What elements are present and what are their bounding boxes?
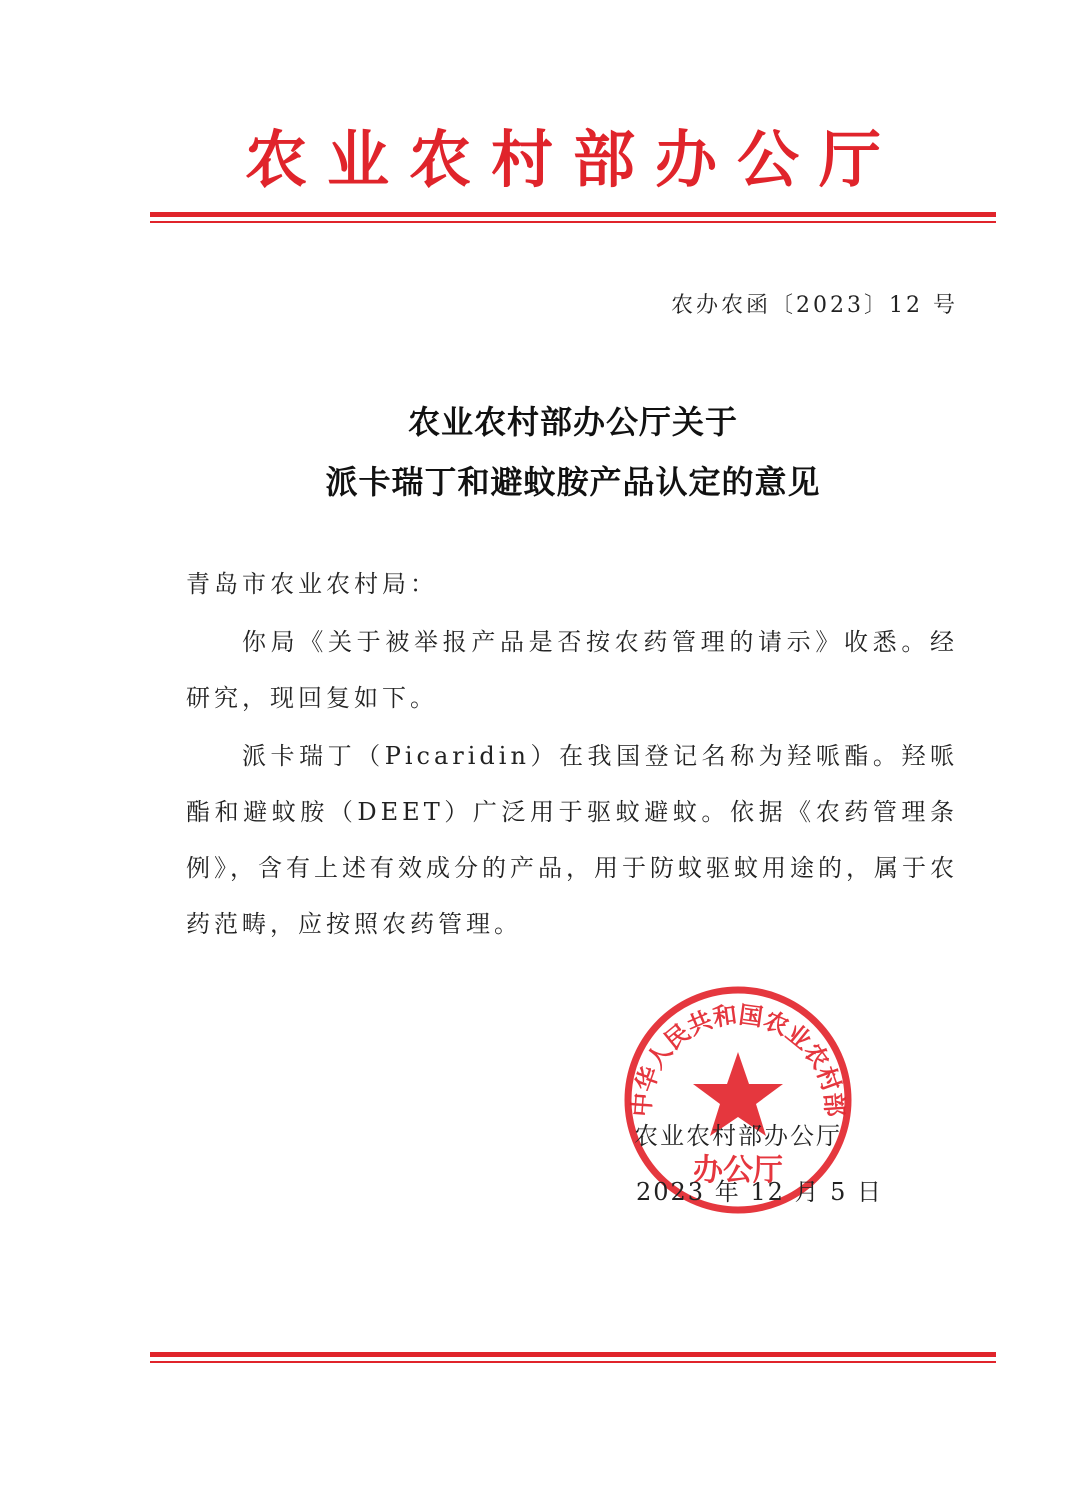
svg-text:中华人民共和国农业农村部: 中华人民共和国农业农村部 [627, 1000, 849, 1118]
document-title-line-2: 派卡瑞丁和避蚊胺产品认定的意见 [325, 463, 821, 501]
letterhead-rule-thin [150, 221, 996, 223]
footer-rule-thin [150, 1361, 996, 1363]
salutation: 青岛市农业农村局： [186, 570, 438, 598]
body-paragraph-1: 你局《关于被举报产品是否按农药管理的请示》收悉。经研究，现回复如下。 [186, 628, 958, 712]
sign-date: 2023 年 12 月 5 日 [636, 1178, 884, 1206]
body-paragraph-2: 派卡瑞丁（Picaridin）在我国登记名称为羟哌酯。羟哌酯和避蚊胺（DEET）广泛用于驱蚊避蚊。依据《农药管理条例》，含有上述有效成分的产品，用于防蚊驱蚊用途的，属于农药范畴，应按照农药管理。 [186, 742, 958, 938]
letterhead-rule-thick [150, 212, 996, 217]
letterhead-org-name: 农业农村部办公厅 [244, 123, 901, 196]
signer-org: 农业农村部办公厅 [634, 1122, 842, 1150]
letter-body [186, 556, 958, 952]
svg-text:办公厅: 办公厅 [693, 1153, 783, 1188]
document-number: 农办农函〔2023〕12 号 [671, 293, 958, 318]
document-title [150, 392, 996, 512]
footer-rule-thick [150, 1352, 996, 1357]
document-title-line-1: 农业农村部办公厅关于 [407, 403, 738, 441]
